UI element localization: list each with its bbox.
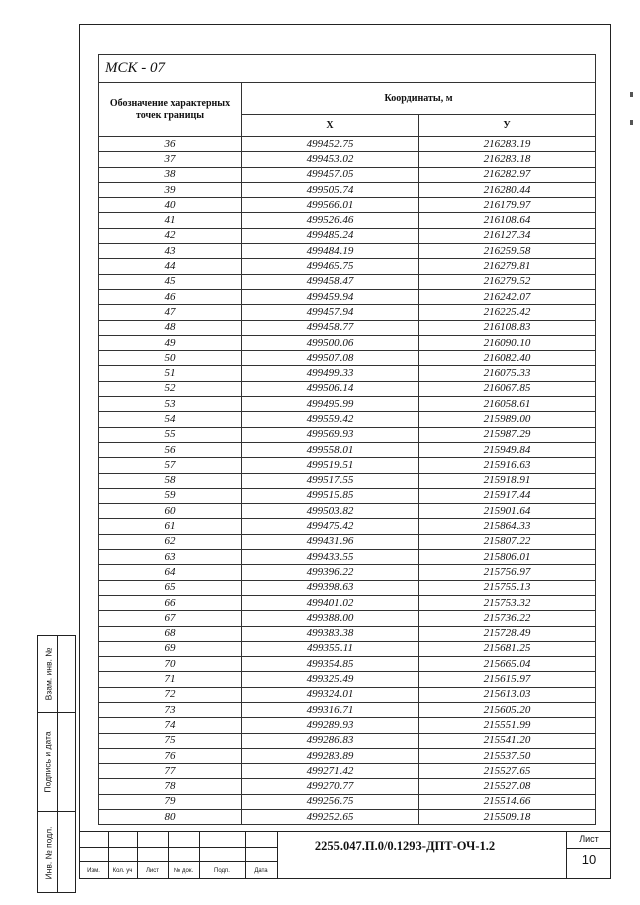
document-code: 2255.047.П.0/0.1293-ДПТ-ОЧ-1.2 [314,839,496,853]
col-label-date: Дата [254,868,268,874]
point-number: 71 [99,672,242,687]
original-inventory-label: Инв. № подл. [43,826,54,879]
x-coordinate: 499431.96 [242,534,419,549]
y-coordinate: 215987.29 [419,427,596,442]
point-number: 58 [99,473,242,488]
table-row [99,702,596,717]
table-row [99,779,596,794]
x-coordinate: 499458.47 [242,274,419,289]
point-number: 53 [99,397,242,412]
y-coordinate: 216108.64 [419,213,596,228]
x-coordinate: 499507.08 [242,351,419,366]
y-coordinate: 216090.10 [419,335,596,350]
x-coordinate: 499270.77 [242,779,419,794]
table-row [99,259,596,274]
point-number: 57 [99,458,242,473]
y-coordinate: 215728.49 [419,626,596,641]
point-number: 69 [99,641,242,656]
y-coordinate: 215537.50 [419,748,596,763]
table-row [99,504,596,519]
table-row [99,565,596,580]
table-row [99,167,596,182]
header-coordinates: Координаты, м [242,83,596,115]
table-row [99,611,596,626]
table-row [99,412,596,427]
y-coordinate: 215736.22 [419,611,596,626]
col-label-signature: Подп. [214,868,230,874]
y-coordinate: 215901.64 [419,504,596,519]
table-row [99,228,596,243]
point-number: 68 [99,626,242,641]
point-number: 74 [99,718,242,733]
signature-date-label: Подпись и дата [43,730,54,793]
col-label-sheet: Лист [145,868,160,874]
x-coordinate: 499499.33 [242,366,419,381]
point-number: 46 [99,289,242,304]
y-coordinate: 216279.81 [419,259,596,274]
y-coordinate: 215753.32 [419,595,596,610]
y-coordinate: 216058.61 [419,397,596,412]
y-coordinate: 216075.33 [419,366,596,381]
x-coordinate: 499558.01 [242,442,419,457]
table-row [99,305,596,320]
x-coordinate: 499517.55 [242,473,419,488]
point-number: 76 [99,748,242,763]
x-coordinate: 499252.65 [242,810,419,825]
point-number: 67 [99,611,242,626]
table-row [99,794,596,809]
y-coordinate: 216179.97 [419,198,596,213]
table-row [99,442,596,457]
y-coordinate: 216127.34 [419,228,596,243]
y-coordinate: 216259.58 [419,244,596,259]
x-coordinate: 499484.19 [242,244,419,259]
coordinates-table [98,54,596,825]
table-row [99,244,596,259]
x-coordinate: 499283.89 [242,748,419,763]
y-coordinate: 215916.63 [419,458,596,473]
table-row [99,764,596,779]
point-number: 56 [99,442,242,457]
y-coordinate: 215917.44 [419,488,596,503]
point-number: 62 [99,534,242,549]
col-label-count: Кол. уч [112,868,133,874]
table-row [99,641,596,656]
y-coordinate: 215807.22 [419,534,596,549]
table-row [99,458,596,473]
y-coordinate: 215551.99 [419,718,596,733]
point-number: 45 [99,274,242,289]
point-number: 77 [99,764,242,779]
x-coordinate: 499256.75 [242,794,419,809]
edge-mark [630,92,633,97]
table-row [99,351,596,366]
header-x: X [242,115,419,137]
table-row [99,397,596,412]
point-number: 78 [99,779,242,794]
point-number: 65 [99,580,242,595]
y-coordinate: 215806.01 [419,550,596,565]
point-number: 66 [99,595,242,610]
y-coordinate: 215527.65 [419,764,596,779]
point-number: 55 [99,427,242,442]
x-coordinate: 499286.83 [242,733,419,748]
sheet-number: 10 [581,852,597,867]
x-coordinate: 499500.06 [242,335,419,350]
point-number: 39 [99,182,242,197]
y-coordinate: 215681.25 [419,641,596,656]
y-coordinate: 216242.07 [419,289,596,304]
y-coordinate: 215514.66 [419,794,596,809]
table-row [99,687,596,702]
x-coordinate: 499475.42 [242,519,419,534]
side-stamp [37,635,76,893]
table-row [99,595,596,610]
x-coordinate: 499569.93 [242,427,419,442]
table-row [99,733,596,748]
x-coordinate: 499526.46 [242,213,419,228]
table-row [99,519,596,534]
x-coordinate: 499401.02 [242,595,419,610]
x-coordinate: 499271.42 [242,764,419,779]
table-row [99,335,596,350]
header-y: У [419,115,596,137]
y-coordinate: 216283.18 [419,152,596,167]
x-coordinate: 499566.01 [242,198,419,213]
y-coordinate: 215527.08 [419,779,596,794]
table-row [99,810,596,825]
point-number: 54 [99,412,242,427]
point-number: 59 [99,488,242,503]
y-coordinate: 215864.33 [419,519,596,534]
table-row [99,198,596,213]
x-coordinate: 499515.85 [242,488,419,503]
point-number: 48 [99,320,242,335]
coordinate-system-title: МСК - 07 [99,55,596,83]
table-row [99,320,596,335]
table-row [99,213,596,228]
x-coordinate: 499453.02 [242,152,419,167]
header-points: Обозначение характерных точек границы [99,83,242,137]
table-row [99,534,596,549]
y-coordinate: 216082.40 [419,351,596,366]
x-coordinate: 499485.24 [242,228,419,243]
table-row [99,580,596,595]
col-label-change: Изм. [87,868,100,874]
y-coordinate: 215665.04 [419,657,596,672]
point-number: 73 [99,702,242,717]
y-coordinate: 216282.97 [419,167,596,182]
x-coordinate: 499355.11 [242,641,419,656]
coordinates-rows [99,137,596,825]
point-number: 40 [99,198,242,213]
x-coordinate: 499505.74 [242,182,419,197]
y-coordinate: 215918.91 [419,473,596,488]
x-coordinate: 499383.38 [242,626,419,641]
y-coordinate: 215949.84 [419,442,596,457]
x-coordinate: 499465.75 [242,259,419,274]
x-coordinate: 499354.85 [242,657,419,672]
x-coordinate: 499433.55 [242,550,419,565]
point-number: 70 [99,657,242,672]
point-number: 61 [99,519,242,534]
y-coordinate: 216067.85 [419,381,596,396]
table-row [99,182,596,197]
y-coordinate: 215541.20 [419,733,596,748]
point-number: 60 [99,504,242,519]
table-row [99,274,596,289]
x-coordinate: 499495.99 [242,397,419,412]
table-row [99,427,596,442]
x-coordinate: 499506.14 [242,381,419,396]
edge-mark [630,120,633,125]
x-coordinate: 499457.94 [242,305,419,320]
y-coordinate: 215509.18 [419,810,596,825]
x-coordinate: 499559.42 [242,412,419,427]
point-number: 51 [99,366,242,381]
table-row [99,550,596,565]
point-number: 38 [99,167,242,182]
point-number: 80 [99,810,242,825]
point-number: 44 [99,259,242,274]
point-number: 41 [99,213,242,228]
point-number: 47 [99,305,242,320]
point-number: 63 [99,550,242,565]
y-coordinate: 216225.42 [419,305,596,320]
point-number: 52 [99,381,242,396]
y-coordinate: 215989.00 [419,412,596,427]
replaced-inventory-label: Взам. инв. № [43,647,54,701]
x-coordinate: 499459.94 [242,289,419,304]
x-coordinate: 499316.71 [242,702,419,717]
sheet-label: Лист [579,834,599,844]
x-coordinate: 499503.82 [242,504,419,519]
table-row [99,152,596,167]
y-coordinate: 216279.52 [419,274,596,289]
table-row [99,289,596,304]
point-number: 79 [99,794,242,809]
y-coordinate: 215756.97 [419,565,596,580]
y-coordinate: 216280.44 [419,182,596,197]
x-coordinate: 499398.63 [242,580,419,595]
x-coordinate: 499452.75 [242,137,419,152]
y-coordinate: 215605.20 [419,702,596,717]
x-coordinate: 499458.77 [242,320,419,335]
table-row [99,137,596,152]
y-coordinate: 216283.19 [419,137,596,152]
table-row [99,748,596,763]
x-coordinate: 499457.05 [242,167,419,182]
x-coordinate: 499289.93 [242,718,419,733]
x-coordinate: 499388.00 [242,611,419,626]
point-number: 37 [99,152,242,167]
x-coordinate: 499324.01 [242,687,419,702]
table-row [99,718,596,733]
point-number: 64 [99,565,242,580]
point-number: 36 [99,137,242,152]
y-coordinate: 216108.83 [419,320,596,335]
point-number: 72 [99,687,242,702]
table-row [99,488,596,503]
table-row [99,366,596,381]
table-row [99,381,596,396]
table-row [99,657,596,672]
col-label-doc-number: № док. [173,868,194,874]
point-number: 43 [99,244,242,259]
table-row [99,672,596,687]
y-coordinate: 215615.97 [419,672,596,687]
x-coordinate: 499396.22 [242,565,419,580]
y-coordinate: 215613.03 [419,687,596,702]
x-coordinate: 499325.49 [242,672,419,687]
point-number: 50 [99,351,242,366]
y-coordinate: 215755.13 [419,580,596,595]
point-number: 49 [99,335,242,350]
x-coordinate: 499519.51 [242,458,419,473]
point-number: 75 [99,733,242,748]
table-row [99,626,596,641]
point-number: 42 [99,228,242,243]
table-row [99,473,596,488]
